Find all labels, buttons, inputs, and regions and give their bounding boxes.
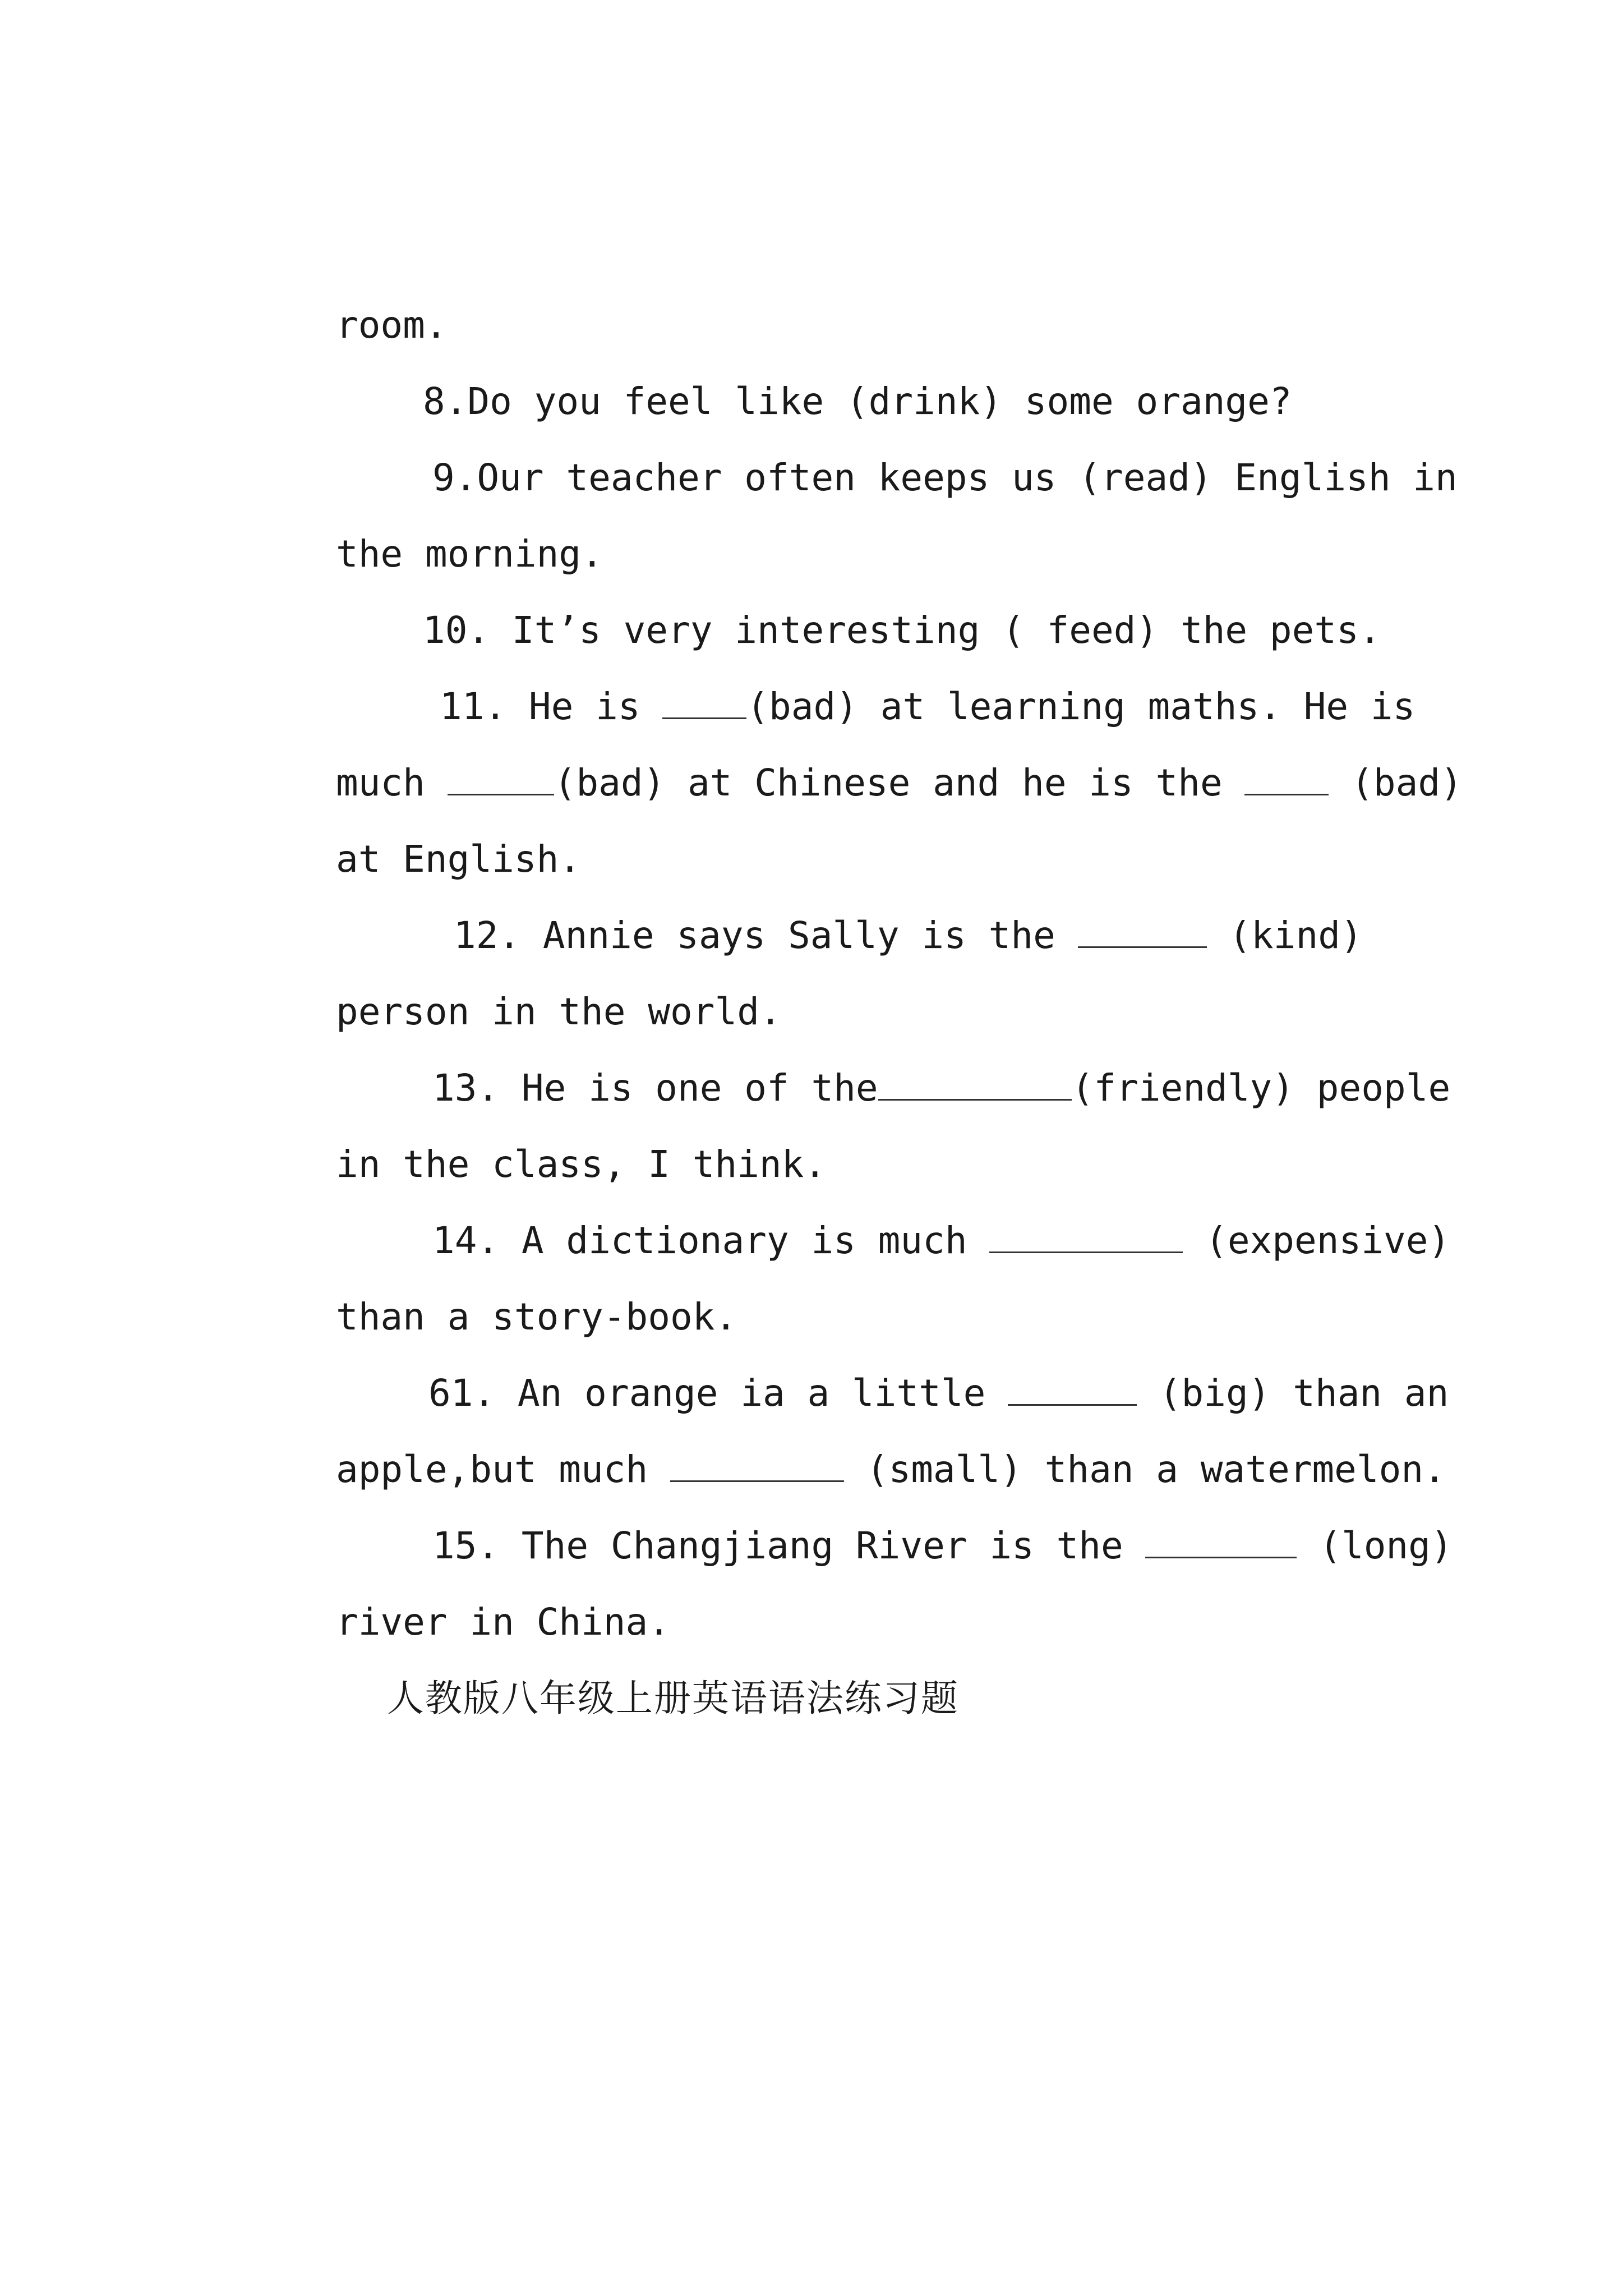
text-line: than a story-book. — [335, 1295, 737, 1338]
document-title: 人教版八年级上册英语语法练习题 — [386, 1677, 959, 1720]
text-line: in the class, I think. — [335, 1143, 827, 1186]
exercise-14: 14. A dictionary is much (expensive) — [432, 1219, 1451, 1262]
text-line: at English. — [335, 838, 582, 881]
text-line: apple,but much (small) than a watermelon. — [335, 1448, 1446, 1491]
text-line: the morning. — [335, 532, 603, 576]
exercise-61: 61. An orange ia a little (big) than an — [428, 1372, 1449, 1415]
exercise-15: 15. The Changjiang River is the (long) — [432, 1524, 1453, 1567]
text-line: room. — [335, 303, 448, 347]
text-line: person in the world. — [335, 990, 782, 1033]
exercise-11: 11. He is (bad) at learning maths. He is — [439, 685, 1415, 728]
exercise-9: 9.Our teacher often keeps us (read) English in — [432, 456, 1458, 499]
exercise-12: 12. Annie says Sally is the (kind) — [453, 914, 1363, 957]
exercise-8: 8.Do you feel like (drink) some orange? — [422, 380, 1292, 423]
exercise-13: 13. He is one of the (friendly) people — [432, 1066, 1451, 1110]
exercise-10: 10. It’s very interesting ( feed) the pets. — [422, 609, 1381, 652]
text-line: river in China. — [335, 1600, 670, 1644]
text-line: much (bad) at Chinese and he is the (bad) — [335, 761, 1463, 804]
